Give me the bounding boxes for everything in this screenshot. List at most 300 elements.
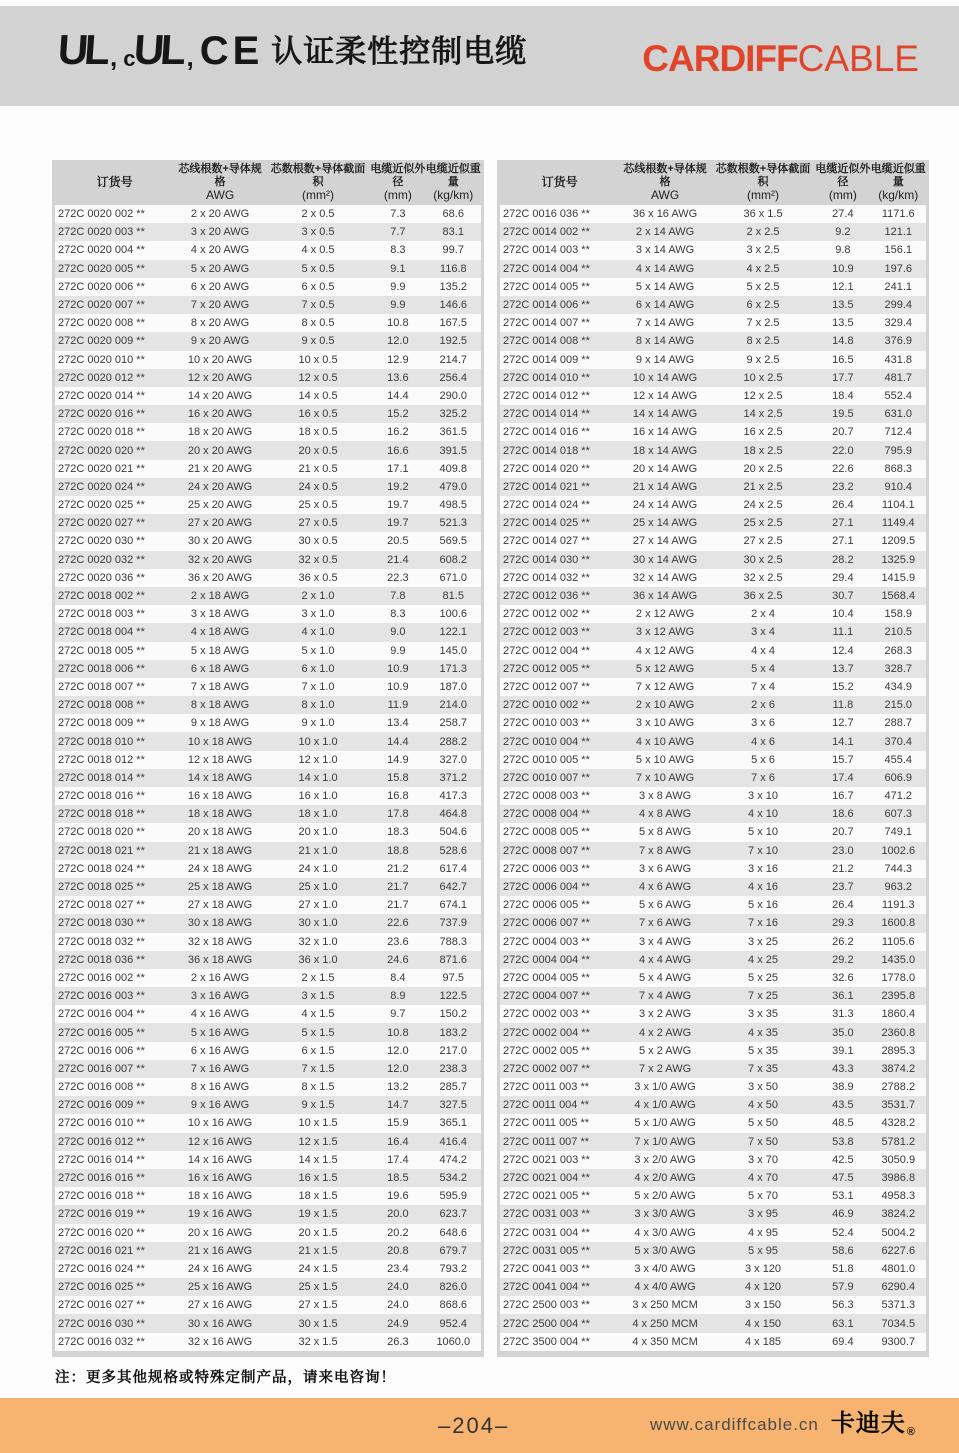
table-row (500, 278, 926, 296)
cell-weight: 952.4 (439, 1317, 468, 1330)
cell-awg-spec: 2 x 12 AWG (635, 608, 695, 621)
cell-awg-spec: 5 x 6 AWG (638, 899, 692, 912)
cell-order-no: 272C 0020 007 ** (58, 299, 145, 312)
cell-awg-spec: 24 x 20 AWG (187, 480, 253, 493)
cell-outer-dia: 16.2 (387, 426, 409, 439)
cell-weight: 744.3 (884, 862, 913, 875)
table-row (55, 1205, 481, 1223)
col-header-weight: 电缆近似重量 (kg/km) (870, 163, 926, 202)
cell-outer-dia: 29.4 (832, 571, 854, 584)
table-row (55, 1114, 481, 1132)
cell-weight: 370.4 (884, 735, 913, 748)
cell-outer-dia: 21.2 (832, 862, 854, 875)
table-row (55, 1151, 481, 1169)
cell-cross-section: 10 x 2.5 (743, 371, 783, 384)
table-row (55, 296, 481, 314)
page-title: 认证柔性控制电缆 (271, 34, 528, 69)
table-row (500, 332, 926, 350)
table-row (500, 514, 926, 532)
cell-cross-section: 3 x 150 (744, 1299, 782, 1312)
cell-awg-spec: 6 x 18 AWG (190, 662, 250, 675)
cell-order-no: 272C 0020 032 ** (58, 553, 145, 566)
cell-weight: 288.7 (884, 717, 913, 730)
cell-weight: 2360.8 (881, 1026, 916, 1039)
cell-awg-spec: 5 x 2/0 AWG (634, 1190, 696, 1203)
cell-awg-spec: 4 x 16 AWG (190, 1008, 250, 1021)
cell-order-no: 272C 0018 009 ** (58, 717, 145, 730)
cell-awg-spec: 3 x 8 AWG (638, 790, 692, 803)
cell-outer-dia: 18.4 (832, 389, 854, 402)
cell-order-no: 272C 0020 021 ** (58, 462, 145, 475)
cell-outer-dia: 16.8 (387, 790, 409, 803)
cell-outer-dia: 46.9 (832, 1208, 854, 1221)
cell-outer-dia: 19.7 (387, 499, 409, 512)
cell-awg-spec: 4 x 6 AWG (638, 881, 692, 894)
cell-weight: 285.7 (439, 1081, 468, 1094)
cell-order-no: 272C 0008 007 ** (503, 844, 590, 857)
cell-weight: 197.6 (884, 262, 913, 275)
cell-awg-spec: 8 x 18 AWG (190, 699, 250, 712)
brand-logo-light: CABLE (797, 38, 919, 79)
cell-weight: 788.3 (439, 935, 468, 948)
cell-outer-dia: 10.8 (387, 1026, 409, 1039)
cell-outer-dia: 13.5 (832, 299, 854, 312)
page-header-band (0, 6, 959, 106)
cell-awg-spec: 36 x 20 AWG (187, 571, 253, 584)
cell-weight: 607.3 (884, 808, 913, 821)
cell-awg-spec: 9 x 16 AWG (190, 1099, 250, 1112)
cell-order-no: 272C 0014 005 ** (503, 280, 590, 293)
cell-awg-spec: 30 x 16 AWG (187, 1317, 253, 1330)
cell-order-no: 272C 0008 004 ** (503, 808, 590, 821)
cell-cross-section: 2 x 2.5 (746, 226, 780, 239)
cell-outer-dia: 23.6 (387, 935, 409, 948)
cell-weight: 325.2 (439, 408, 468, 421)
cell-cross-section: 8 x 0.5 (301, 317, 335, 330)
cell-weight: 521.3 (439, 517, 468, 530)
cell-order-no: 272C 0018 027 ** (58, 899, 145, 912)
cell-outer-dia: 51.8 (832, 1262, 854, 1275)
cell-weight: 5004.2 (881, 1226, 916, 1239)
cell-outer-dia: 12.9 (387, 353, 409, 366)
cell-awg-spec: 5 x 2 AWG (638, 1044, 692, 1057)
cell-outer-dia: 24.0 (387, 1281, 409, 1294)
cell-cross-section: 12 x 0.5 (298, 371, 338, 384)
cell-cross-section: 4 x 150 (744, 1317, 782, 1330)
cell-order-no: 272C 0016 016 ** (58, 1172, 145, 1185)
cell-outer-dia: 56.3 (832, 1299, 854, 1312)
cell-cross-section: 24 x 1.5 (298, 1262, 338, 1275)
cell-weight: 327.0 (439, 753, 468, 766)
cell-weight: 1209.5 (881, 535, 916, 548)
table-row (500, 351, 926, 369)
cell-outer-dia: 15.8 (387, 771, 409, 784)
cell-weight: 409.8 (439, 462, 468, 475)
cell-awg-spec: 5 x 1/0 AWG (634, 1117, 696, 1130)
cell-outer-dia: 28.2 (832, 553, 854, 566)
table-row (55, 478, 481, 496)
table-row (55, 1314, 481, 1332)
cell-outer-dia: 9.2 (835, 226, 851, 239)
cell-awg-spec: 4 x 250 MCM (632, 1317, 698, 1330)
cell-cross-section: 7 x 1.0 (301, 680, 335, 693)
cell-weight: 434.9 (884, 680, 913, 693)
cell-weight: 217.0 (439, 1044, 468, 1057)
cell-outer-dia: 52.4 (832, 1226, 854, 1239)
table-row (500, 1314, 926, 1332)
table-row (55, 1333, 481, 1351)
cell-awg-spec: 7 x 12 AWG (635, 680, 695, 693)
cell-outer-dia: 12.0 (387, 1062, 409, 1075)
cell-outer-dia: 8.3 (390, 608, 406, 621)
cell-outer-dia: 15.7 (832, 753, 854, 766)
col-header-awg-spec: 芯线根数+导体规格 AWG (623, 163, 707, 202)
cell-order-no: 272C 0018 014 ** (58, 771, 145, 784)
cell-cross-section: 2 x 1.0 (301, 590, 335, 603)
cell-order-no: 272C 0018 007 ** (58, 680, 145, 693)
cell-outer-dia: 20.8 (387, 1244, 409, 1257)
cell-weight: 290.0 (439, 389, 468, 402)
cell-outer-dia: 19.2 (387, 480, 409, 493)
table-row (500, 1078, 926, 1096)
cell-outer-dia: 17.4 (832, 771, 854, 784)
table-row (55, 260, 481, 278)
cell-cross-section: 5 x 1.5 (301, 1026, 335, 1039)
cell-cross-section: 18 x 0.5 (298, 426, 338, 439)
table-header (55, 160, 481, 205)
cell-awg-spec: 7 x 4 AWG (638, 990, 692, 1003)
cell-cross-section: 16 x 2.5 (743, 426, 783, 439)
cell-cross-section: 12 x 1.5 (298, 1135, 338, 1148)
cell-weight: 1860.4 (881, 1008, 916, 1021)
cell-weight: 534.2 (439, 1172, 468, 1185)
cell-cross-section: 7 x 6 (751, 771, 775, 784)
cell-cross-section: 9 x 2.5 (746, 353, 780, 366)
cell-order-no: 272C 0020 002 ** (58, 208, 145, 221)
cell-order-no: 272C 0016 006 ** (58, 1044, 145, 1057)
cell-awg-spec: 3 x 4/0 AWG (634, 1262, 696, 1275)
cell-weight: 1149.4 (881, 517, 915, 530)
cell-cross-section: 20 x 2.5 (743, 462, 783, 475)
cell-weight: 963.2 (884, 881, 913, 894)
cell-awg-spec: 3 x 2 AWG (638, 1008, 692, 1021)
cell-weight: 552.4 (884, 389, 913, 402)
cell-order-no: 272C 0018 020 ** (58, 826, 145, 839)
footer-brand-block (650, 1411, 915, 1437)
cell-awg-spec: 2 x 16 AWG (190, 971, 250, 984)
cell-order-no: 272C 0016 010 ** (58, 1117, 145, 1130)
col-header-order-no: 订货号 (96, 175, 133, 189)
cell-weight: 192.5 (439, 335, 468, 348)
cell-outer-dia: 27.4 (832, 208, 854, 221)
cell-awg-spec: 5 x 8 AWG (638, 826, 692, 839)
table-row (500, 1296, 926, 1314)
cell-cross-section: 27 x 1.0 (298, 899, 338, 912)
cell-outer-dia: 53.1 (832, 1190, 854, 1203)
cell-awg-spec: 2 x 14 AWG (635, 226, 695, 239)
cell-outer-dia: 27.1 (832, 517, 854, 530)
cell-cross-section: 12 x 2.5 (743, 389, 783, 402)
cell-awg-spec: 4 x 8 AWG (638, 808, 692, 821)
cell-cross-section: 18 x 1.5 (298, 1190, 338, 1203)
cell-weight: 868.3 (884, 462, 913, 475)
cell-cross-section: 24 x 0.5 (298, 480, 338, 493)
cell-cross-section: 4 x 2.5 (746, 262, 780, 275)
table-row (55, 223, 481, 241)
cell-order-no: 272C 0020 027 ** (58, 517, 145, 530)
cell-weight: 504.6 (439, 826, 468, 839)
cell-outer-dia: 58.6 (832, 1244, 854, 1257)
cell-order-no: 272C 0010 005 ** (503, 753, 590, 766)
cell-awg-spec: 7 x 18 AWG (190, 680, 250, 693)
cell-awg-spec: 24 x 18 AWG (187, 862, 253, 875)
cell-order-no: 272C 0014 030 ** (503, 553, 590, 566)
cell-cross-section: 2 x 6 (751, 699, 775, 712)
table-row (500, 823, 926, 841)
cell-cross-section: 5 x 95 (748, 1244, 778, 1257)
cell-order-no: 272C 0018 030 ** (58, 917, 145, 930)
cell-cross-section: 7 x 25 (748, 990, 778, 1003)
cell-outer-dia: 13.5 (832, 317, 854, 330)
cell-weight: 3050.9 (881, 1153, 916, 1166)
cell-outer-dia: 69.4 (832, 1335, 854, 1348)
table-row (55, 387, 481, 405)
table-row (500, 1114, 926, 1132)
cell-order-no: 272C 0016 004 ** (58, 1008, 145, 1021)
table-row (500, 732, 926, 750)
cell-awg-spec: 4 x 3/0 AWG (634, 1226, 696, 1239)
cell-outer-dia: 23.7 (832, 881, 854, 894)
cell-outer-dia: 10.8 (387, 317, 409, 330)
table-row (500, 569, 926, 587)
cell-outer-dia: 21.7 (387, 899, 409, 912)
cell-awg-spec: 16 x 16 AWG (187, 1172, 253, 1185)
cell-order-no: 272C 0012 003 ** (503, 626, 590, 639)
cell-awg-spec: 18 x 20 AWG (187, 426, 253, 439)
cell-weight: 674.1 (439, 899, 468, 912)
cell-order-no: 272C 0018 016 ** (58, 790, 145, 803)
cell-weight: 299.4 (884, 299, 913, 312)
cell-cross-section: 4 x 1.0 (301, 626, 335, 639)
cell-outer-dia: 20.7 (832, 426, 854, 439)
table-row (500, 623, 926, 641)
cell-order-no: 272C 0031 004 ** (503, 1226, 590, 1239)
table-row (55, 1005, 481, 1023)
cell-outer-dia: 17.8 (387, 808, 409, 821)
cell-order-no: 272C 0016 012 ** (58, 1135, 145, 1148)
cell-awg-spec: 6 x 20 AWG (190, 280, 250, 293)
cell-order-no: 272C 0016 003 ** (58, 990, 145, 1003)
table-row (55, 278, 481, 296)
cell-awg-spec: 4 x 350 MCM (632, 1335, 698, 1348)
cell-weight: 268.3 (884, 644, 913, 657)
table-row (500, 423, 926, 441)
cell-cross-section: 4 x 95 (748, 1226, 778, 1239)
table-row (500, 1333, 926, 1351)
cell-awg-spec: 2 x 20 AWG (190, 208, 250, 221)
cell-order-no: 272C 0011 005 ** (503, 1117, 590, 1130)
cell-outer-dia: 29.3 (832, 917, 854, 930)
cell-awg-spec: 4 x 2 AWG (638, 1026, 692, 1039)
cell-weight: 6227.6 (881, 1244, 916, 1257)
cell-outer-dia: 8.4 (390, 971, 406, 984)
cell-outer-dia: 31.3 (832, 1008, 854, 1021)
table-row (500, 660, 926, 678)
cell-outer-dia: 22.6 (832, 462, 854, 475)
cell-awg-spec: 30 x 14 AWG (632, 553, 698, 566)
cell-cross-section: 30 x 2.5 (743, 553, 783, 566)
cell-awg-spec: 7 x 8 AWG (638, 844, 692, 857)
cell-weight: 481.7 (884, 371, 913, 384)
cell-weight: 167.5 (439, 317, 468, 330)
table-row (55, 369, 481, 387)
cell-cross-section: 3 x 120 (744, 1262, 782, 1275)
cell-order-no: 272C 0014 032 ** (503, 571, 590, 584)
cell-awg-spec: 2 x 18 AWG (190, 590, 250, 603)
cell-order-no: 272C 0020 008 ** (58, 317, 145, 330)
cell-outer-dia: 26.4 (832, 899, 854, 912)
table-row (55, 1060, 481, 1078)
certification-title (56, 26, 528, 73)
cell-weight: 608.2 (439, 553, 468, 566)
cell-awg-spec: 12 x 18 AWG (187, 753, 253, 766)
cell-cross-section: 27 x 0.5 (298, 517, 338, 530)
footer-band (0, 1398, 959, 1453)
table-row (500, 642, 926, 660)
cell-outer-dia: 23.4 (387, 1262, 409, 1275)
cell-awg-spec: 4 x 4/0 AWG (634, 1281, 696, 1294)
cell-cross-section: 36 x 2.5 (743, 590, 783, 603)
cell-awg-spec: 10 x 14 AWG (632, 371, 698, 384)
cell-cross-section: 3 x 16 (748, 862, 778, 875)
separator-comma: , (186, 42, 194, 72)
cell-order-no: 272C 0014 020 ** (503, 462, 590, 475)
cell-cross-section: 6 x 0.5 (301, 280, 335, 293)
table-row (500, 860, 926, 878)
cell-awg-spec: 4 x 4 AWG (638, 953, 692, 966)
cell-outer-dia: 47.5 (832, 1172, 854, 1185)
table-row (55, 642, 481, 660)
cell-cross-section: 10 x 0.5 (298, 353, 338, 366)
spec-table-right (497, 160, 929, 1357)
table-row (55, 405, 481, 423)
cell-order-no: 272C 0018 025 ** (58, 881, 145, 894)
cell-awg-spec: 25 x 20 AWG (187, 499, 253, 512)
cell-awg-spec: 7 x 6 AWG (638, 917, 692, 930)
cell-outer-dia: 19.5 (832, 408, 854, 421)
cell-outer-dia: 10.9 (387, 680, 409, 693)
cell-awg-spec: 9 x 20 AWG (190, 335, 250, 348)
cell-cross-section: 4 x 25 (748, 953, 778, 966)
cell-weight: 479.0 (439, 480, 468, 493)
table-row (55, 551, 481, 569)
table-row (55, 332, 481, 350)
cell-awg-spec: 5 x 4 AWG (638, 971, 692, 984)
cell-order-no: 272C 0002 007 ** (503, 1062, 590, 1075)
table-row (500, 532, 926, 550)
cell-cross-section: 4 x 50 (748, 1099, 778, 1112)
cell-weight: 5371.3 (881, 1299, 916, 1312)
cell-weight: 749.1 (884, 826, 913, 839)
cell-cross-section: 8 x 1.5 (301, 1081, 335, 1094)
cell-cross-section: 3 x 6 (751, 717, 775, 730)
cell-outer-dia: 36.1 (832, 990, 854, 1003)
cell-outer-dia: 10.4 (832, 608, 854, 621)
table-row (55, 987, 481, 1005)
cell-order-no: 272C 0016 036 ** (503, 208, 590, 221)
cell-cross-section: 14 x 1.0 (298, 771, 338, 784)
cell-cross-section: 7 x 1.5 (301, 1062, 335, 1075)
cell-weight: 258.7 (439, 717, 468, 730)
cell-cross-section: 19 x 1.5 (298, 1208, 338, 1221)
cell-awg-spec: 36 x 16 AWG (632, 208, 698, 221)
cell-cross-section: 6 x 1.0 (301, 662, 335, 675)
cell-weight: 145.0 (439, 644, 468, 657)
cell-outer-dia: 17.7 (832, 371, 854, 384)
table-row (500, 751, 926, 769)
col-header-outer-dia: 电缆近似外径 (mm) (370, 163, 426, 202)
cell-order-no: 272C 0014 012 ** (503, 389, 590, 402)
cell-awg-spec: 27 x 16 AWG (187, 1299, 253, 1312)
cell-awg-spec: 21 x 20 AWG (187, 462, 253, 475)
cell-outer-dia: 19.7 (387, 517, 409, 530)
cell-weight: 215.0 (884, 699, 913, 712)
cell-outer-dia: 9.7 (390, 1008, 406, 1021)
cell-order-no: 272C 0014 025 ** (503, 517, 590, 530)
cell-weight: 595.9 (439, 1190, 468, 1203)
cell-awg-spec: 21 x 18 AWG (187, 844, 253, 857)
cell-weight: 158.9 (884, 608, 913, 621)
cell-weight: 679.7 (439, 1244, 468, 1257)
cell-weight: 642.7 (439, 881, 468, 894)
cell-cross-section: 21 x 2.5 (743, 480, 783, 493)
cell-awg-spec: 20 x 18 AWG (187, 826, 253, 839)
cell-cross-section: 6 x 1.5 (301, 1044, 335, 1057)
cell-cross-section: 4 x 10 (748, 808, 778, 821)
cell-cross-section: 2 x 1.5 (301, 971, 335, 984)
table-row (55, 823, 481, 841)
cell-awg-spec: 7 x 10 AWG (635, 771, 695, 784)
cell-order-no: 272C 0008 003 ** (503, 790, 590, 803)
cell-awg-spec: 20 x 14 AWG (632, 462, 698, 475)
cell-weight: 671.0 (439, 571, 468, 584)
cell-awg-spec: 4 x 12 AWG (635, 644, 695, 657)
table-row (55, 1078, 481, 1096)
cell-awg-spec: 5 x 16 AWG (190, 1026, 250, 1039)
cell-order-no: 272C 0002 003 ** (503, 1008, 590, 1021)
website-url: www.cardiffcable.cn (649, 1415, 819, 1434)
table-row (500, 878, 926, 896)
cell-order-no: 272C 0016 019 ** (58, 1208, 145, 1221)
cell-outer-dia: 15.2 (832, 680, 854, 693)
cell-awg-spec: 27 x 14 AWG (632, 535, 698, 548)
cell-outer-dia: 10.9 (387, 662, 409, 675)
cell-order-no: 272C 0020 004 ** (58, 244, 145, 257)
table-row (500, 387, 926, 405)
cell-cross-section: 3 x 0.5 (301, 226, 335, 239)
cell-awg-spec: 5 x 3/0 AWG (634, 1244, 696, 1257)
cell-outer-dia: 39.1 (832, 1044, 854, 1057)
cell-weight: 376.9 (884, 335, 913, 348)
cell-outer-dia: 9.0 (390, 626, 406, 639)
table-row (500, 260, 926, 278)
cell-order-no: 272C 0012 004 ** (503, 644, 590, 657)
cell-awg-spec: 9 x 18 AWG (190, 717, 250, 730)
cell-outer-dia: 19.6 (387, 1190, 409, 1203)
table-row (55, 1042, 481, 1060)
cell-weight: 150.2 (439, 1008, 468, 1021)
cell-order-no: 272C 0006 004 ** (503, 881, 590, 894)
